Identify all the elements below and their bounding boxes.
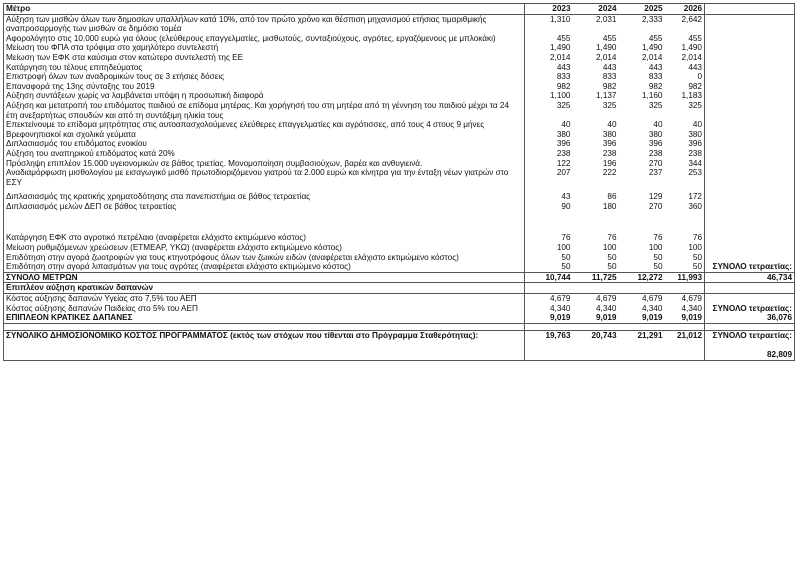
cost-2023: 1,100 [550,91,571,101]
empty-cell [573,283,619,294]
measure-row [4,101,795,120]
cost-2023: 238 [556,148,571,158]
spacer-cell [665,323,705,330]
cost-2025: 12,272 [619,272,665,283]
cost-2025: 4,679 [619,294,665,304]
cost-2026: 253 [665,168,705,192]
measure-row [4,168,795,192]
extra-spending-row [4,304,795,314]
cost-2026: 1,183 [665,91,705,101]
empty-cell [619,283,665,294]
cost-2024: 2,031 [596,14,617,24]
cost-2025: 237 [648,168,663,178]
empty-side-cell [705,34,795,44]
empty-side-cell [705,63,795,73]
cost-2026: 443 [665,63,705,73]
grand-total-2025: 21,291 [619,330,665,360]
cost-2025: 1,490 [642,43,663,53]
measure-row [4,243,795,253]
measure-description: Μείωση του ΦΠΑ στα τρόφιμα στο χαμηλότερο συντελεστή [4,43,525,53]
measure-row [4,120,795,130]
measure-description: Αύξηση του αναπηρικού επιδόματος κατά 20% [4,149,525,159]
cost-2023: 43 [561,192,571,202]
cost-2023: 396 [556,139,571,149]
header-year-2026: 2026 [665,4,705,15]
measure-row [4,149,795,159]
empty-side-cell [705,72,795,82]
measure-description: Κατάργηση ΕΦΚ στο αγροτικό πετρέλαιο (αναφέρεται ελάχιστο εκτιμώμενο κόστος) [4,233,525,243]
spacer-cell [525,323,573,330]
cost-2023: 2,014 [550,52,571,62]
cost-2025: 2,014 [642,52,663,62]
cost-2025: 380 [648,129,663,139]
cost-2026: 4,340 [665,304,705,314]
extra-section-title-row [4,283,795,294]
cost-2024: 222 [602,168,617,178]
cost-2023: 40 [561,120,571,130]
spacer-cell [4,323,525,330]
cost-2024: 443 [602,62,617,72]
cost-2025: 1,160 [642,91,663,101]
extra-spending-total-row [4,313,795,323]
cost-2026: 4,679 [665,294,705,304]
cost-2025: 76 [653,233,663,243]
measure-row [4,91,795,101]
cost-2025: 982 [648,81,663,91]
spacer-cell [573,323,619,330]
total-measures-row [4,272,795,283]
empty-side-cell [705,43,795,53]
empty-side-cell [705,294,795,304]
measure-row [4,82,795,92]
measure-description: Επαναφορά της 13ης σύνταξης του 2019 [4,82,525,92]
empty-side-cell [705,202,795,234]
cost-2024: 9,019 [573,313,619,323]
cost-2026: 40 [665,120,705,130]
measure-description: Επιδότηση στην αγορά λιπασμάτων για τους αγρότες (αναφέρεται ελάχιστο εκτιμώμενο κόστος) [4,262,525,272]
measure-description: Μείωση των ΕΦΚ στα καύσιμα στον κατώτερο συντελεστή της ΕΕ [4,53,525,63]
grand-total-2026: 21,012 [665,330,705,360]
measure-description: Κόστος αύξησης δαπανών Υγείας στο 7,5% του ΑΕΠ [4,294,525,304]
cost-2024: 396 [602,139,617,149]
cost-2024: 180 [602,201,617,211]
cost-2026: 100 [665,243,705,253]
measure-row [4,130,795,140]
measure-description: ΕΠΙΠΛΕΟΝ ΚΡΑΤΙΚΕΣ ΔΑΠΑΝΕΣ [4,313,525,323]
cost-2026: 344 [665,159,705,169]
measure-description: Επεκτείνουμε το επίδομα μητρότητας στις αυτοαπασχολούμενες ελεύθερες επαγγελματίες και αγρότισσες, από τους 4 στους 9 μήνες [4,120,525,130]
spacer-row [4,323,795,330]
cost-2025: 9,019 [619,313,665,323]
measure-row [4,139,795,149]
cost-2025: 396 [648,139,663,149]
empty-side-cell [705,101,795,120]
empty-side-cell [705,130,795,140]
empty-side-cell [705,139,795,149]
measure-row [4,192,795,202]
cost-2023: 1,490 [550,43,571,53]
measure-row [4,63,795,73]
empty-side-cell [705,91,795,101]
cost-2025: 455 [648,33,663,43]
measure-row [4,72,795,82]
cost-2025: 2,333 [642,14,663,24]
cost-2026: 1,490 [665,43,705,53]
empty-cell [525,283,573,294]
measure-description: Κόστος αύξησης δαπανών Παιδείας στο 5% του ΑΕΠ [4,304,525,314]
grand-total-row [4,330,795,360]
header-year-2023: 2023 [525,4,573,15]
measure-row [4,233,795,243]
grand-total-four-year-label: ΣΥΝΟΛΟ τετραετίας: [712,330,792,340]
measure-description: Αφορολόγητο στις 10.000 ευρώ για όλους (ελεύθερους επαγγελματίες, μισθωτούς, συνταξιούχους, αγρότες, εργαζόμενους με μπλοκάκι) [4,34,525,44]
empty-side-cell [705,120,795,130]
cost-2023: 50 [561,252,571,262]
cost-2024: 50 [607,262,617,272]
measure-description: Αναδιαμόρφωση μισθολογίου με εισαγωγικό μισθό πρωτοδιοριζόμενου γιατρού τα 2.000 ευρώ και κίνητρα για την ένταξη νέων γιατρών στο ΕΣΥ [4,168,525,192]
cost-2023: 10,744 [525,272,573,283]
cost-2024: 4,340 [596,303,617,313]
cost-2026: 76 [665,233,705,243]
cost-2025: 50 [653,252,663,262]
cost-2024: 325 [602,100,617,110]
cost-2024: 380 [602,129,617,139]
cost-2024: 833 [602,72,617,82]
header-year-2025: 2025 [619,4,665,15]
cost-2024: 1,490 [596,43,617,53]
measure-row [4,43,795,53]
cost-2023: 455 [556,33,571,43]
measures-cost-table [3,3,795,361]
cost-2024: 238 [602,148,617,158]
empty-side-cell [705,243,795,253]
cost-2023: 1,310 [550,14,571,24]
empty-cell [665,283,705,294]
four-year-total-label: ΣΥΝΟΛΟ τετραετίας: [705,262,795,272]
cost-2026: 455 [665,34,705,44]
cost-2023: 100 [556,243,571,253]
cost-2023: 982 [556,81,571,91]
cost-2024: 76 [607,233,617,243]
cost-2026: 50 [665,262,705,272]
cost-2023: 90 [561,201,571,211]
measure-description: Επιδότηση στην αγορά ζωοτροφών για τους κτηνοτρόφους όλων των ζωικών ειδών (αναφέρεται ελάχιστο εκτιμώμενο κόστος) [4,253,525,263]
grand-total-four-year-value: 82,809 [766,350,792,360]
empty-side-cell [705,82,795,92]
four-year-total-value: 36,076 [705,313,795,323]
cost-2023: 122 [556,158,571,168]
cost-2023: 207 [556,168,571,178]
cost-2024: 196 [602,158,617,168]
empty-side-cell [705,283,795,294]
cost-2023: 50 [561,262,571,272]
cost-2025: 270 [648,201,663,211]
four-year-total-value: 46,734 [705,272,795,283]
measure-description: Διπλασιασμός της κρατικής χρηματοδότησης στα πανεπιστήμια σε βάθος τετραετίας [4,192,525,202]
cost-2025: 40 [653,120,663,130]
cost-2024: 100 [602,243,617,253]
measure-description: Διπλασιασμός μελών ΔΕΠ σε βάθος τετραετίας [4,202,525,234]
spacer-cell [619,323,665,330]
measure-description: Βρεφονηπιακοί και σχολικά γεύματα [4,130,525,140]
extra-section-title: Επιπλέον αύξηση κρατικών δαπανών [4,283,525,294]
cost-2024: 11,725 [573,272,619,283]
cost-2024: 40 [607,120,617,130]
cost-2024: 4,679 [573,294,619,304]
header-extra-cell [705,4,795,15]
cost-2023: 443 [556,62,571,72]
cost-2025: 270 [648,158,663,168]
cost-2025: 50 [653,262,663,272]
header-row [4,4,795,15]
measure-row [4,34,795,44]
measure-description: Διπλασιασμός του επιδόματος ενοικίου [4,139,525,149]
cost-2024: 2,014 [596,52,617,62]
empty-side-cell [705,14,795,34]
cost-2026: 50 [665,253,705,263]
cost-2026: 9,019 [665,313,705,323]
measure-description: Αύξηση των μισθών όλων των δημοσίων υπαλλήλων κατά 10%, από τον πρώτο χρόνο και θέσπιση μηχανισμού ετήσιας τιμαριθμικής αναπροσαρμογής των μισθών σε δημόσιο τομέα [4,14,525,34]
cost-2023: 833 [556,72,571,82]
measure-description: Επιστροφή όλων των αναδρομικών τους σε 3 ετήσιες δόσεις [4,72,525,82]
cost-2026: 2,014 [665,53,705,63]
measure-row [4,253,795,263]
cost-2026: 0 [665,72,705,82]
header-measure-label: Μέτρο [4,4,525,15]
cost-2026: 360 [665,202,705,234]
cost-2026: 11,993 [665,272,705,283]
grand-total-2023: 19,763 [525,330,573,360]
cost-2026: 982 [665,82,705,92]
cost-2023: 4,679 [525,294,573,304]
measure-description: Αύξηση και μετατροπή του επιδόματος παιδιού σε επίδομα μητέρας. Και χορήγησή του στη μητέρα από τη γέννηση του παιδιού μέχρι τα 24 έτη ανεξαρτήτως σπουδών και από τη συντάξιμη ηλικία τους [4,101,525,120]
measure-description: ΣΥΝΟΛΟ ΜΕΤΡΩΝ [4,272,525,283]
cost-2025: 325 [648,100,663,110]
cost-2026: 238 [665,149,705,159]
empty-side-cell [705,192,795,202]
measure-row [4,159,795,169]
cost-2025: 100 [648,243,663,253]
spacer-cell [705,323,795,330]
grand-total-side [705,330,795,360]
empty-side-cell [705,253,795,263]
cost-2023: 9,019 [525,313,573,323]
empty-side-cell [705,159,795,169]
measure-row [4,14,795,34]
cost-2026: 396 [665,139,705,149]
cost-2025: 4,340 [642,303,663,313]
empty-side-cell [705,53,795,63]
cost-2024: 982 [602,81,617,91]
header-year-2024: 2024 [573,4,619,15]
cost-2023: 325 [556,100,571,110]
measure-row [4,202,795,234]
cost-2026: 325 [665,101,705,120]
cost-2023: 380 [556,129,571,139]
grand-total-2024: 20,743 [573,330,619,360]
extra-spending-row [4,294,795,304]
cost-2024: 455 [602,33,617,43]
measure-row [4,53,795,63]
empty-side-cell [705,168,795,192]
cost-2023: 76 [561,233,571,243]
measure-description: Μείωση ρυθμιζόμενων χρεώσεων (ΕΤΜΕΑΡ, ΥΚΩ) (αναφέρεται ελάχιστο εκτιμώμενο κόστος) [4,243,525,253]
cost-2026: 380 [665,130,705,140]
measure-description: Πρόσληψη επιπλέον 15.000 υγειονομικών σε βάθος τριετίας. Μονομοποίηση συμβασιούχων, βαρέα και ανθυγιεινά. [4,159,525,169]
cost-2024: 50 [607,252,617,262]
cost-2026: 2,642 [665,14,705,34]
cost-2024: 86 [607,192,617,202]
empty-side-cell [705,149,795,159]
cost-2024: 1,137 [596,91,617,101]
measure-row [4,262,795,272]
cost-2025: 238 [648,148,663,158]
measure-description: Κατάργηση του τέλους επιτηδεύματος [4,63,525,73]
grand-total-label: ΣΥΝΟΛΙΚΟ ΔΗΜΟΣΙΟΝΟΜΙΚΟ ΚΟΣΤΟΣ ΠΡΟΓΡΑΜΜΑΤΟΣ (εκτός των στόχων που τίθενται στο Πρόγραμμα Σταθερότητας): [4,330,525,360]
cost-2025: 443 [648,62,663,72]
cost-2026: 172 [665,192,705,202]
four-year-total-label: ΣΥΝΟΛΟ τετραετίας: [705,304,795,314]
cost-2023: 4,340 [550,303,571,313]
cost-2025: 833 [648,72,663,82]
empty-side-cell [705,233,795,243]
cost-2025: 129 [648,192,663,202]
measure-description: Αύξηση συντάξεων χωρίς να λαμβάνεται υπόψη η προσωπική διαφορά [4,91,525,101]
